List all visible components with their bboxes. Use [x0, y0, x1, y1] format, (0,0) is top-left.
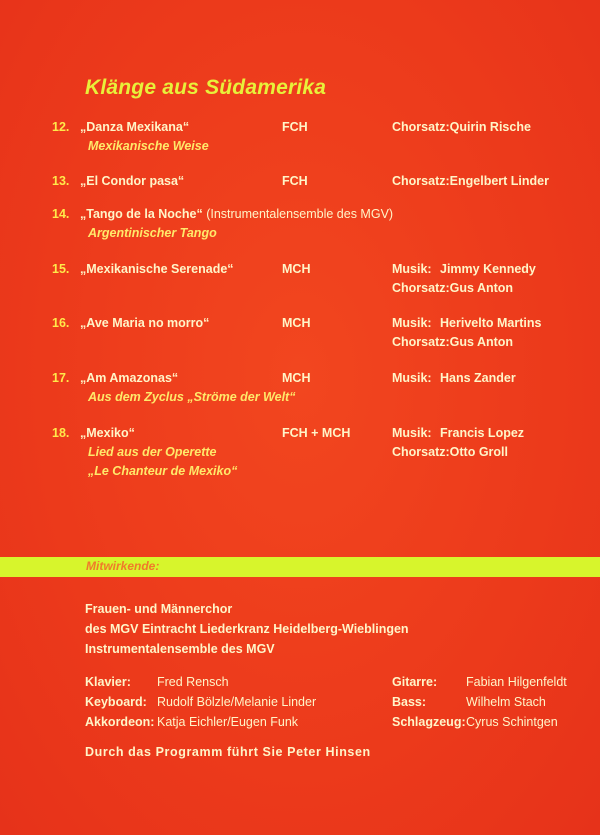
- credit-name: Otto Groll: [449, 445, 508, 459]
- choir-type: FCH: [282, 174, 308, 188]
- program-item-line: [52, 226, 592, 245]
- credit-label: Musik:: [392, 316, 432, 330]
- program-item: [52, 207, 592, 245]
- credit: [392, 335, 513, 349]
- credit-label: Chorsatz:: [392, 120, 450, 134]
- item-number: 12.: [52, 120, 70, 134]
- program-item-line: [52, 207, 592, 226]
- choir-type: MCH: [282, 316, 311, 330]
- performer-name: Wilhelm Stach: [466, 695, 546, 709]
- mitwirkende-band: [0, 557, 600, 577]
- credit-name: Quirin Rische: [449, 120, 531, 134]
- credit-name: Gus Anton: [449, 335, 514, 349]
- choir-type: FCH: [282, 120, 308, 134]
- credit-name: Engelbert Linder: [449, 174, 549, 188]
- song-title: [80, 262, 234, 276]
- credit-label: Musik:: [392, 371, 432, 385]
- credit: [392, 281, 513, 295]
- song-subtitle: Mexikanische Weise: [88, 139, 209, 153]
- credit-name: Jimmy Kennedy: [440, 262, 536, 276]
- credit-name: Herivelto Martins: [440, 316, 542, 330]
- song-title-text: „Mexikanische Serenade“: [80, 262, 234, 276]
- performer-role: Klavier:: [85, 675, 131, 689]
- program-item-line: [52, 120, 592, 139]
- credit: [392, 445, 508, 459]
- credit-label: Chorsatz:: [392, 174, 450, 188]
- choir-type: FCH + MCH: [282, 426, 351, 440]
- mitwirkende-label: Mitwirkende:: [86, 559, 160, 573]
- performer-name: Katja Eichler/Eugen Funk: [157, 715, 299, 729]
- item-number: 15.: [52, 262, 70, 276]
- program-item-line: [52, 281, 592, 300]
- section-title: Klänge aus Südamerika: [85, 76, 327, 99]
- choir-type: MCH: [282, 262, 311, 276]
- program-item: [52, 371, 592, 409]
- performer-role: Bass:: [392, 695, 427, 709]
- item-number: 17.: [52, 371, 70, 385]
- program-item-line: [52, 445, 592, 464]
- performer-role: Schlagzeug:: [392, 715, 466, 729]
- song-title-text: „Mexiko“: [80, 426, 135, 440]
- program-item: [52, 174, 592, 193]
- performer-name: Cyrus Schintgen: [466, 715, 558, 729]
- performer-role: Gitarre:: [392, 675, 438, 689]
- song-title: [80, 207, 393, 221]
- performer-name: Rudolf Bölzle/Melanie Linder: [157, 695, 317, 709]
- song-title: [80, 426, 135, 440]
- song-title-text: „Am Amazonas“: [80, 371, 179, 385]
- program-item-line: [52, 426, 592, 445]
- performer-name: Fred Rensch: [157, 675, 229, 689]
- choir-type: MCH: [282, 371, 311, 385]
- song-subtitle: Lied aus der Operette: [88, 445, 217, 459]
- program-item-line: [52, 335, 592, 354]
- song-subtitle: „Le Chanteur de Mexiko“: [88, 464, 238, 478]
- program-item-line: [52, 174, 592, 193]
- program-item: [52, 120, 592, 158]
- credit-name: Francis Lopez: [440, 426, 525, 440]
- song-title-text: „Ave Maria no morro“: [80, 316, 210, 330]
- song-title: [80, 316, 209, 330]
- item-number: 18.: [52, 426, 70, 440]
- song-title-text: „Tango de la Noche“: [80, 207, 203, 221]
- song-title-text: „Danza Mexikana“: [80, 120, 190, 134]
- credit: [392, 120, 531, 134]
- ensemble-line: Instrumentalensemble des MGV: [85, 642, 275, 656]
- program-item-line: [52, 464, 592, 483]
- song-subtitle: Aus dem Zyclus „Ströme der Welt“: [88, 390, 296, 404]
- credit-label: Chorsatz:: [392, 445, 450, 459]
- song-title-text: „El Condor pasa“: [80, 174, 185, 188]
- song-subtitle: Argentinischer Tango: [88, 226, 217, 240]
- performer-role: Keyboard:: [85, 695, 147, 709]
- program-item: [52, 316, 592, 354]
- ensemble-line: Frauen- und Männerchor: [85, 602, 233, 616]
- program-item: [52, 262, 592, 300]
- item-number: 14.: [52, 207, 70, 221]
- credit-name: Hans Zander: [440, 371, 516, 385]
- program-item-line: [52, 371, 592, 390]
- credit-label: Chorsatz:: [392, 281, 450, 295]
- song-note: (Instrumentalensemble des MGV): [206, 207, 394, 221]
- performer-role: Akkordeon:: [85, 715, 155, 729]
- song-title: [80, 174, 184, 188]
- song-title: [80, 371, 178, 385]
- performer-name: Fabian Hilgenfeldt: [466, 675, 567, 689]
- ensemble-line: des MGV Eintracht Liederkranz Heidelberg-Wieblingen: [85, 622, 409, 636]
- credit-name: Gus Anton: [449, 281, 514, 295]
- credit: [392, 174, 549, 188]
- footer-host: Durch das Programm führt Sie Peter Hinsen: [85, 745, 371, 759]
- credit-label: Musik:: [392, 426, 432, 440]
- item-number: 16.: [52, 316, 70, 330]
- program-item: [52, 426, 592, 483]
- program-item-line: [52, 316, 592, 335]
- song-title: [80, 120, 189, 134]
- program-item-line: [52, 262, 592, 281]
- program-item-line: [52, 390, 592, 409]
- program-item-line: [52, 139, 592, 158]
- credit-label: Chorsatz:: [392, 335, 450, 349]
- credit-label: Musik:: [392, 262, 432, 276]
- item-number: 13.: [52, 174, 70, 188]
